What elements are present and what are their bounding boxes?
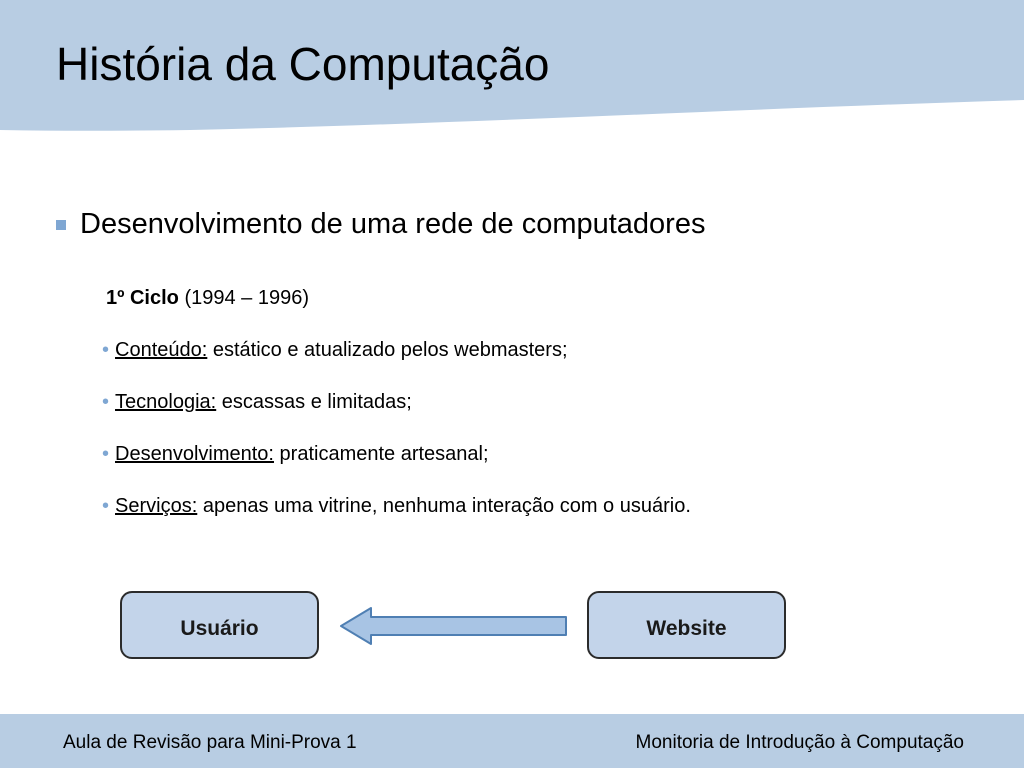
item-text: praticamente artesanal; <box>279 443 489 465</box>
item-label: Conteúdo: <box>115 339 208 361</box>
usuario-box-label: Usuário <box>180 617 259 640</box>
item-text: escassas e limitadas; <box>221 391 412 413</box>
cycle-label: 1º Ciclo <box>106 287 179 309</box>
list-item-services <box>102 492 691 520</box>
slide-title: História da Computação <box>56 38 550 90</box>
item-text: estático e atualizado pelos webmasters; <box>212 339 568 361</box>
user-website-diagram <box>0 580 1024 680</box>
usuario-box <box>121 592 318 658</box>
cycle-heading <box>106 284 309 312</box>
bullet-dot-icon: • <box>102 443 110 465</box>
item-label: Desenvolvimento: <box>115 443 274 465</box>
arrow-left-icon <box>341 608 566 644</box>
list-item-content <box>102 336 568 364</box>
item-text: apenas uma vitrine, nenhuma interação com o usuário. <box>202 495 691 517</box>
footer-left-text: Aula de Revisão para Mini-Prova 1 <box>63 732 357 753</box>
bullet-dot-icon: • <box>102 339 110 361</box>
list-item-development <box>102 440 489 468</box>
cycle-period: (1994 – 1996) <box>184 287 309 309</box>
footer-band <box>0 714 1024 768</box>
bullet-dot-icon: • <box>102 495 110 517</box>
main-bullet <box>56 204 705 244</box>
bullet-dot-icon: • <box>102 391 110 413</box>
footer-right-text: Monitoria de Introdução à Computação <box>635 732 964 753</box>
website-box <box>588 592 785 658</box>
item-label: Tecnologia: <box>115 391 217 413</box>
website-box-label: Website <box>646 617 727 640</box>
square-bullet-icon <box>56 220 66 230</box>
list-item-technology <box>102 388 412 416</box>
item-label: Serviços: <box>115 495 198 517</box>
main-bullet-text: Desenvolvimento de uma rede de computadores <box>80 208 706 240</box>
